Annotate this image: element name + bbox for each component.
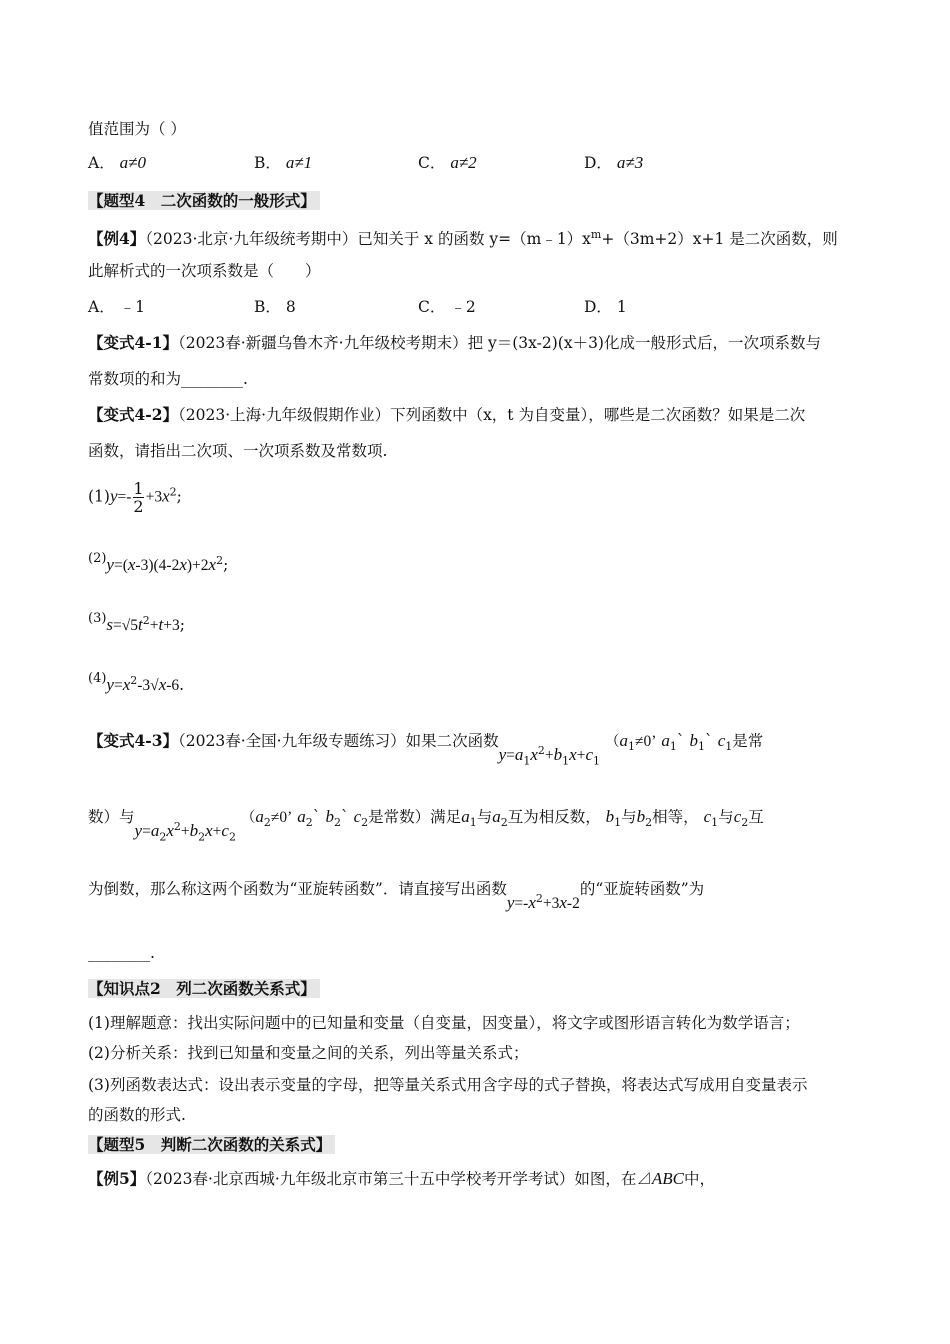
variant-4-2: 【变式4-2】（2023·上海·九年级假期作业）下列函数中（x，t 为自变量），哪些是二次函数？如果是二次 [88, 405, 806, 424]
section-heading-t5: 【题型5 判断二次函数的关系式】 [88, 1134, 335, 1156]
variant-4-3-line2: 数）与$y=a_2x^2+b_2x+c_2$ （$a_2\ne 0$’ $a_2`$ $b_2`$ $c_2$是常数）满足$a_1$与$a_2$互为相反数， $b_1$与$b_2$相等， $c_1$与$c_2$互 [88, 807, 764, 844]
k2-item-3-cont: 的函数的形式. [88, 1106, 186, 1124]
section-heading-t4: 【题型4 二次函数的一般形式】 [88, 190, 320, 212]
variant-4-2-line2: 函数，请指出二次项、一次项系数及常数项. [88, 442, 388, 460]
variant-4-3: 【变式4-3】（2023春·全国·九年级专题练习）如果二次函数$y=a_1x^2+b_1x+c_1$ （$a_1\ne 0$’ $a_1`$ $b_1`$ $c_1$是常 [88, 731, 764, 768]
option-d: D． a≠3 [584, 153, 644, 172]
option-b: B． a≠1 [254, 153, 313, 172]
function-item-2: $^{(2)}y=(x-3)(4-2x)+2x^2$; [88, 551, 229, 574]
question-tail: 值范围为（ ） [88, 120, 186, 138]
example-4: 【例4】（2023·北京·九年级统考期中）已知关于 x 的函数 $y=(m﹣1)x^m+(3m+2)x+1$ 是二次函数，则 [88, 228, 838, 249]
k2-item-3: (3)列函数表达式：设出表示变量的字母，把等量关系式用含字母的式子替换，将表达式写成用自变量表示 [88, 1076, 808, 1094]
variant-4-3-line3: 为倒数，那么称这两个函数为“亚旋转函数”．请直接写出函数$y=-x^2+3x-2$的“亚旋转函数”为 [88, 880, 705, 912]
option-c: C． a≠2 [418, 153, 477, 172]
variant-4-1-line2: 常数项的和为________. [88, 370, 248, 388]
example-4-line2: 此解析式的一次项系数是（ ） [88, 262, 321, 280]
ex4-option-c: C． ﹣2 [418, 298, 476, 316]
function-item-3: $^{(3)}s=√5t^2+t+3$; [88, 611, 185, 634]
variant-4-3-line4: ________. [88, 944, 155, 962]
section-heading-k2: 【知识点2 列二次函数关系式】 [88, 978, 320, 1000]
function-item-1: (1)y=- $\frac{1}{2}$ $+3x^2$; [88, 479, 182, 516]
k2-item-2: (2)分析关系：找到已知量和变量之间的关系，列出等量关系式； [88, 1044, 529, 1062]
ex4-option-a: A． ﹣1 [88, 298, 146, 316]
ex4-option-d: D． 1 [584, 298, 627, 316]
variant-4-1: 【变式4-1】（2023春·新疆乌鲁木齐·九年级校考期末）把 y＝(3x-2)(x＋3)化成一般形式后，一次项系数与 [88, 333, 821, 352]
ex4-option-b: B． 8 [254, 298, 296, 316]
function-item-4: $^{(4)}y=x^2-3√x-6$. [88, 671, 185, 694]
k2-item-1: (1)理解题意：找出实际问题中的已知量和变量（自变量，因变量），将文字或图形语言转化为数学语言； [88, 1014, 800, 1032]
option-a: A． a≠0 [88, 153, 146, 172]
example-5: 【例5】（2023春·北京西城·九年级北京市第三十五中学校考开学考试）如图，在⊿ABC中， [88, 1169, 715, 1188]
